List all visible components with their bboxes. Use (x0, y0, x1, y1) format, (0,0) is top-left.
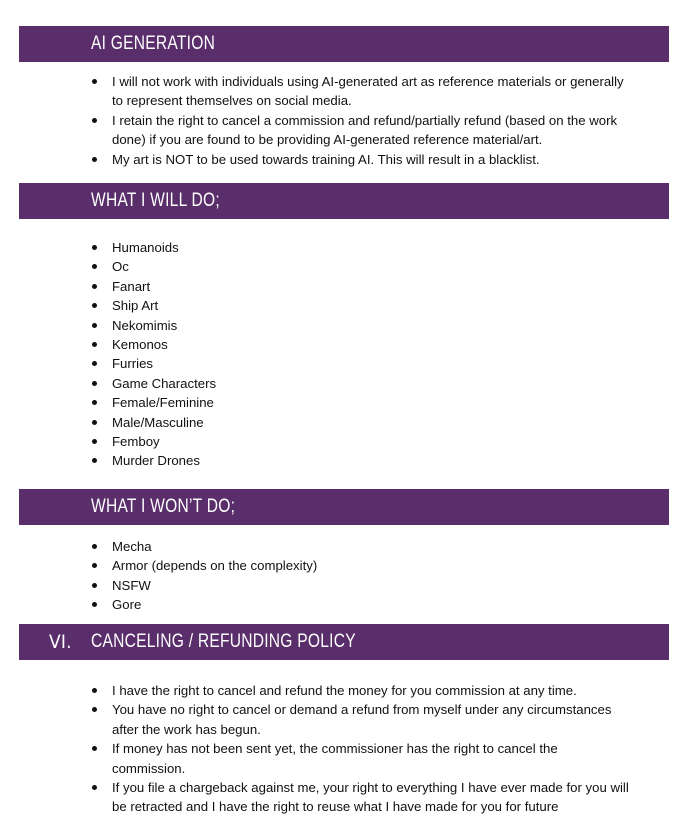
list-item: I have the right to cancel and refund the money for you commission at any time. (92, 681, 632, 700)
section-header-will-do (19, 183, 669, 219)
section-title: WHAT I WILL DO; (91, 190, 220, 211)
list-item: Femboy (92, 432, 632, 451)
ai-generation-list (92, 72, 632, 169)
list-item: Furries (92, 354, 632, 373)
list-item: Murder Drones (92, 451, 632, 470)
list-item: Armor (depends on the complexity) (92, 556, 632, 575)
wont-do-list (92, 537, 632, 615)
section-header-ai-generation (19, 26, 669, 62)
section-number: VI. (49, 631, 72, 653)
list-item: I will not work with individuals using AI-generated art as reference materials or generally to represent themselves on social media. (92, 72, 632, 111)
list-item: Ship Art (92, 296, 632, 315)
list-item: Nekomimis (92, 316, 632, 335)
list-item: If money has not been sent yet, the commissioner has the right to cancel the commission. (92, 739, 632, 778)
list-item: Fanart (92, 277, 632, 296)
section-title: AI GENERATION (91, 33, 216, 54)
section-header-wont-do (19, 489, 669, 525)
list-item: Humanoids (92, 238, 632, 257)
list-item: NSFW (92, 576, 632, 595)
section-title: WHAT I WON’T DO; (91, 496, 236, 517)
list-item: I retain the right to cancel a commission and refund/partially refund (based on the work done) if you are found to be providing AI-generated reference material/art. (92, 111, 632, 150)
will-do-list (92, 238, 632, 471)
list-item: If you file a chargeback against me, your right to everything I have ever made for you will be retracted and I have the right to reuse what I have made for you for future (92, 778, 632, 817)
list-item: Female/Feminine (92, 393, 632, 412)
canceling-policy-list (92, 681, 632, 817)
list-item: Kemonos (92, 335, 632, 354)
list-item: My art is NOT to be used towards training AI. This will result in a blacklist. (92, 150, 632, 169)
list-item: Game Characters (92, 374, 632, 393)
section-header-canceling-refunding (19, 624, 669, 660)
section-title: CANCELING / REFUNDING POLICY (91, 631, 356, 652)
list-item: Mecha (92, 537, 632, 556)
list-item: Oc (92, 257, 632, 276)
list-item: Gore (92, 595, 632, 614)
list-item: You have no right to cancel or demand a refund from myself under any circumstances after the work has begun. (92, 700, 632, 739)
list-item: Male/Masculine (92, 413, 632, 432)
